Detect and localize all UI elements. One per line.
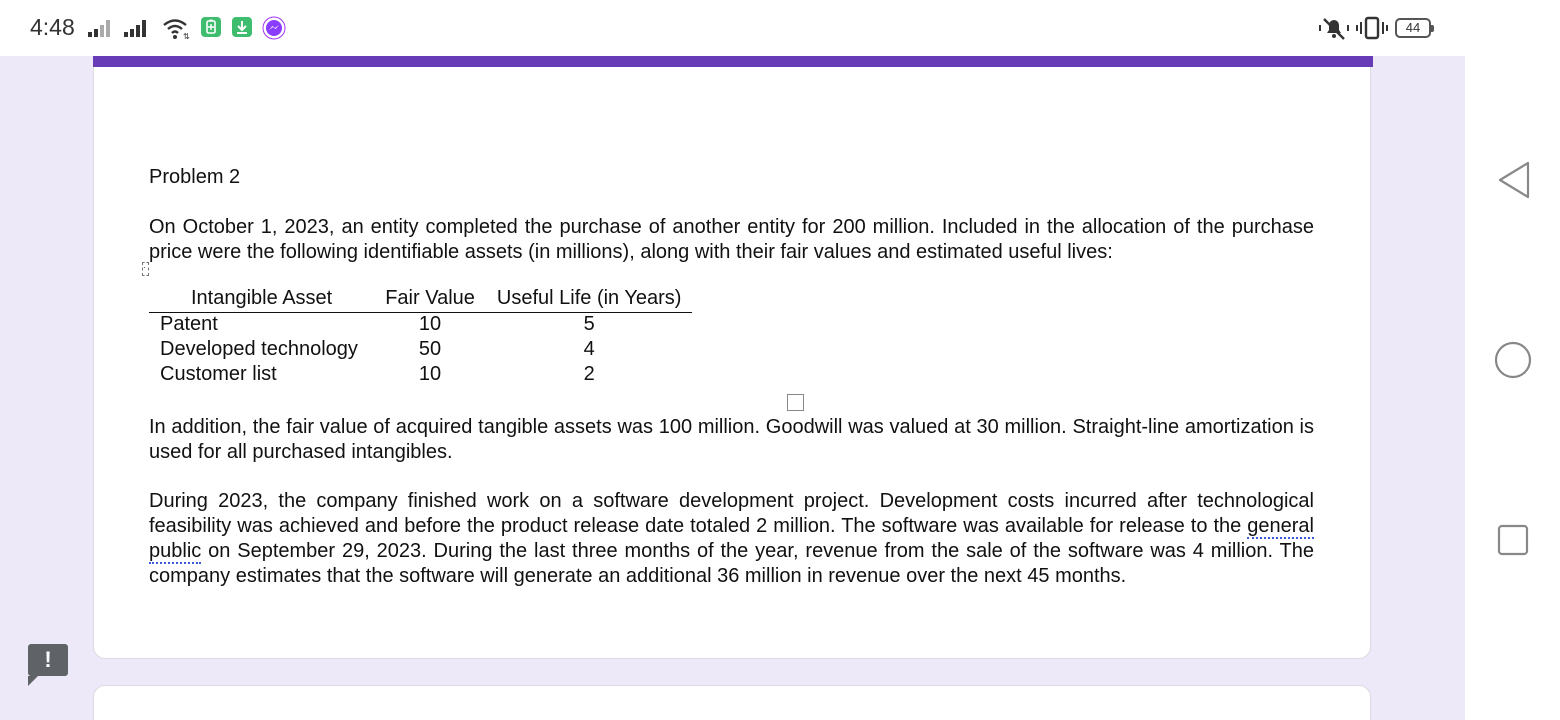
table-row (149, 312, 692, 337)
vibrate-icon (1356, 15, 1388, 41)
table-cell: 2 (583, 363, 595, 385)
svg-text:⇅: ⇅ (183, 32, 190, 40)
form-viewport[interactable] (0, 56, 1465, 720)
navigation-bar (1465, 0, 1560, 720)
table-header-row (149, 286, 692, 312)
intangible-assets-table (149, 286, 692, 387)
report-feedback-button[interactable]: ! (28, 644, 68, 676)
checkbox[interactable] (787, 394, 804, 411)
status-bar (0, 0, 1465, 56)
battery-saver-icon (201, 17, 221, 37)
signal-icon (88, 19, 118, 37)
problem-intro-paragraph: On October 1, 2023, an entity completed the purchase of another entity for 200 million. Included in the allocation of the purchase price were the following identifiable assets (in millions), along with their fair values and estimated useful lives: (149, 216, 1314, 263)
back-icon[interactable] (1497, 160, 1531, 200)
table-cell: Patent (160, 313, 218, 336)
table-cell: 10 (418, 363, 442, 385)
table-cell: 50 (418, 338, 442, 360)
question-card (93, 56, 1371, 659)
table-cell: 4 (583, 338, 595, 360)
next-question-card (93, 685, 1371, 720)
vibrate-off-icon (1318, 15, 1350, 41)
recents-icon[interactable] (1497, 524, 1529, 556)
problem-tangible-paragraph: In addition, the fair value of acquired tangible assets was 100 million. Goodwill was valued at 30 million. Straight-line amortization is used for all purchased intangibles. (149, 416, 1314, 463)
paragraph-text: on September 29, 2023. During the last three months of the year, revenue from the sale of the software was 4 million. The company estimates that the software will generate an additional 36 million in revenue over the next 45 months. (149, 540, 1314, 587)
table-header: Fair Value (374, 286, 486, 312)
table-header: Useful Life (in Years) (486, 286, 693, 312)
table-cell: Customer list (160, 363, 277, 385)
table-row (149, 337, 692, 362)
wifi-icon (162, 16, 190, 40)
home-icon[interactable] (1494, 341, 1532, 379)
signal-icon (124, 19, 154, 37)
battery-indicator: 44 (1395, 18, 1431, 38)
table-cell: Developed technology (160, 338, 358, 360)
anchor-marker: · (142, 262, 149, 276)
form-accent-bar (93, 56, 1373, 67)
messenger-icon (262, 16, 286, 40)
spellcheck-underline: general public (149, 515, 1314, 562)
problem-software-paragraph (149, 489, 1314, 589)
status-time: 4:48 (30, 14, 75, 40)
download-icon (232, 17, 252, 37)
table-header: Intangible Asset (149, 286, 374, 312)
table-row (149, 362, 692, 387)
table-cell: 5 (583, 313, 595, 336)
paragraph-text: During 2023, the company finished work on a software development project. Development costs incurred after technological feasibility was achieved and before the product release date totaled 2 million. The software was available for release to the (149, 490, 1314, 537)
problem-title: Problem 2 (149, 166, 241, 188)
table-cell: 10 (418, 313, 442, 336)
